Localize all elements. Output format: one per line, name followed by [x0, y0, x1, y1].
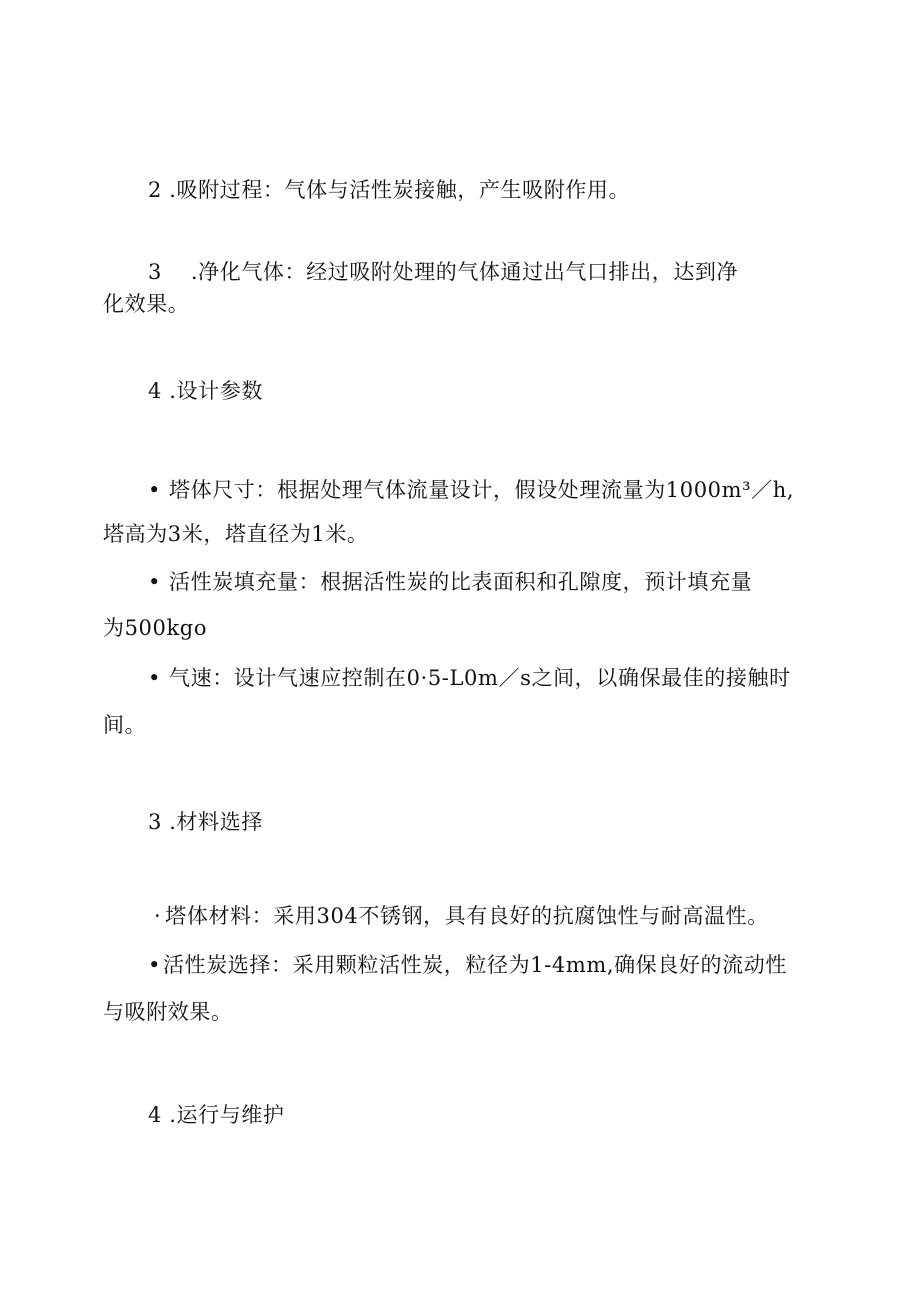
material-text: 活性炭选择：采用颗粒活性炭，粒径为1-4mm,确保良好的流动性 — [163, 953, 787, 977]
section-title: 运行与维护 — [176, 1103, 285, 1127]
item-3-purified-gas-line1 — [148, 258, 738, 286]
section-separator: . — [161, 1103, 177, 1127]
material-tower-line1 — [154, 902, 769, 930]
item-number: 2 — [148, 178, 162, 202]
bullet: • — [148, 953, 161, 977]
param-gas-velocity-line1 — [148, 664, 791, 692]
item-separator: . — [161, 379, 177, 403]
bullet: • — [148, 478, 161, 502]
param-text: 塔体尺寸：根据处理气体流量设计，假设处理流量为1000m³／h, — [169, 478, 795, 502]
bullet: · — [154, 904, 162, 928]
material-carbon-line2 — [103, 998, 233, 1026]
param-carbon-fill-line1 — [148, 568, 752, 596]
param-text: 间。 — [103, 713, 147, 737]
item-text: 化效果。 — [103, 292, 190, 316]
param-text: 活性炭填充量：根据活性炭的比表面积和孔隙度，预计填充量 — [169, 570, 753, 594]
item-4-design-parameters — [148, 377, 263, 405]
material-text: 塔体材料：采用304不锈钢，具有良好的抗腐蚀性与耐高温性。 — [165, 904, 769, 928]
item-2-adsorption-process — [148, 176, 630, 204]
item-number: 4 — [148, 379, 162, 403]
section-number: 3 — [148, 810, 162, 834]
item-text: 设计参数 — [176, 379, 263, 403]
bullet: • — [148, 570, 161, 594]
param-text: 气速：设计气速应控制在0·5-L0m／s之间，以确保最佳的接触时 — [169, 666, 791, 690]
material-carbon-line1 — [148, 951, 787, 979]
item-text: 净化气体：经过吸附处理的气体通过出气口排出，达到净 — [198, 260, 739, 284]
param-text: 为500kgo — [103, 616, 208, 640]
section-4-operation-maintenance — [148, 1101, 285, 1129]
section-separator: . — [161, 810, 177, 834]
param-text: 塔高为3米，塔直径为1米。 — [103, 522, 369, 546]
section-title: 材料选择 — [176, 810, 263, 834]
param-gas-velocity-line2 — [103, 711, 146, 739]
item-text: 吸附过程：气体与活性炭接触，产生吸附作用。 — [176, 178, 631, 202]
param-tower-size-line2 — [103, 520, 369, 548]
section-3-material-selection — [148, 808, 263, 836]
material-text: 与吸附效果。 — [103, 1000, 233, 1024]
param-carbon-fill-line2 — [103, 614, 207, 642]
item-separator: . — [161, 260, 199, 284]
bullet: • — [148, 666, 161, 690]
param-tower-size-line1 — [148, 476, 794, 504]
item-separator: . — [161, 178, 177, 202]
section-number: 4 — [148, 1103, 162, 1127]
item-number: 3 — [148, 260, 162, 284]
item-3-purified-gas-line2 — [103, 290, 189, 318]
